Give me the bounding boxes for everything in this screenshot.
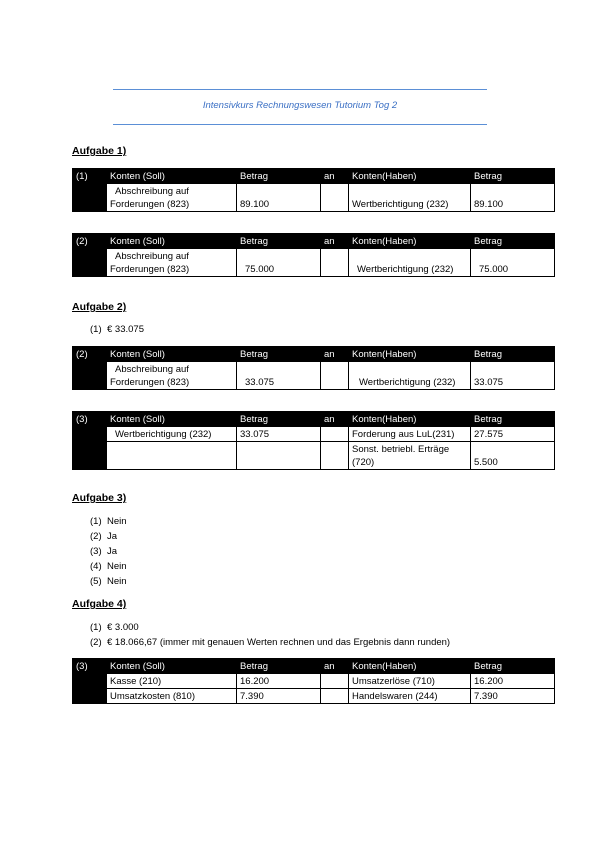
col-betrag: Betrag (237, 412, 321, 427)
answer-list-a4 (90, 620, 450, 650)
booking-table-2 (72, 233, 555, 277)
cell-an (321, 674, 349, 689)
col-konten-soll: Konten (Soll) (107, 234, 237, 249)
col-konten-soll: Konten (Soll) (107, 659, 237, 674)
list-item: (1) € 33.075 (90, 324, 144, 335)
cell-betrag-2: 33.075 (471, 362, 555, 390)
col-konten-soll: Konten (Soll) (107, 412, 237, 427)
header-rule-top (113, 89, 487, 90)
table-row (73, 184, 555, 212)
answer-list-a2 (90, 322, 144, 337)
col-an: an (321, 347, 349, 362)
booking-table-3 (72, 346, 555, 390)
col-konten-haben: Konten(Haben) (349, 659, 471, 674)
entry-label: (3) (73, 412, 107, 427)
header-rule-bottom (113, 124, 487, 125)
list-item: (2) € 18.066,67 (immer mit genauen Werten rechnen und das Ergebnis dann runden) (90, 637, 451, 648)
entry-label: (2) (73, 234, 107, 249)
table-header-row (73, 169, 555, 184)
cell-haben: Umsatzerlöse (710) (349, 674, 471, 689)
col-konten-haben: Konten(Haben) (349, 412, 471, 427)
col-konten-soll: Konten (Soll) (107, 347, 237, 362)
col-konten-soll: Konten (Soll) (107, 169, 237, 184)
col-an: an (321, 169, 349, 184)
table-header-row (73, 659, 555, 674)
row-marker (73, 427, 107, 442)
table-row (73, 249, 555, 277)
entry-label: (1) (73, 169, 107, 184)
cell-haben: Wertberichtigung (232) (349, 249, 471, 277)
cell-betrag-2: 27.575 (471, 427, 555, 442)
cell-haben: Wertberichtigung (232) (349, 362, 471, 390)
heading-aufgabe-4: Aufgabe 4) (72, 598, 127, 610)
cell-betrag: 89.100 (237, 184, 321, 212)
heading-aufgabe-2: Aufgabe 2) (72, 301, 127, 313)
cell-an (321, 442, 349, 470)
cell-betrag-2: 89.100 (471, 184, 555, 212)
cell-betrag-2: 75.000 (471, 249, 555, 277)
cell-betrag-2: 5.500 (471, 442, 555, 470)
cell-betrag: 7.390 (237, 689, 321, 704)
row-marker (73, 184, 107, 212)
cell-betrag: 16.200 (237, 674, 321, 689)
booking-table-1 (72, 168, 555, 212)
col-betrag: Betrag (237, 347, 321, 362)
cell-soll: Abschreibung auf Forderungen (823) (107, 184, 237, 212)
table-header-row (73, 412, 555, 427)
entry-label: (3) (73, 659, 107, 674)
col-betrag-2: Betrag (471, 347, 555, 362)
col-konten-haben: Konten(Haben) (349, 234, 471, 249)
cell-haben: Wertberichtigung (232) (349, 184, 471, 212)
col-betrag-2: Betrag (471, 659, 555, 674)
list-item: (2) Ja (90, 531, 118, 542)
col-betrag: Betrag (237, 169, 321, 184)
cell-soll (107, 442, 237, 470)
answer-list-a3 (90, 514, 127, 589)
table-header-row (73, 234, 555, 249)
col-an: an (321, 234, 349, 249)
col-konten-haben: Konten(Haben) (349, 347, 471, 362)
col-konten-haben: Konten(Haben) (349, 169, 471, 184)
col-betrag: Betrag (237, 659, 321, 674)
table-row (73, 427, 555, 442)
cell-an (321, 362, 349, 390)
list-item: (3) Ja (90, 546, 118, 557)
heading-aufgabe-1: Aufgabe 1) (72, 145, 127, 157)
table-row (73, 689, 555, 704)
cell-haben: Sonst. betriebl. Erträge (720) (349, 442, 471, 470)
col-betrag-2: Betrag (471, 412, 555, 427)
cell-soll: Abschreibung auf Forderungen (823) (107, 362, 237, 390)
col-betrag-2: Betrag (471, 234, 555, 249)
table-header-row (73, 347, 555, 362)
booking-table-4 (72, 411, 555, 470)
col-betrag: Betrag (237, 234, 321, 249)
col-an: an (321, 659, 349, 674)
list-item: (5) Nein (90, 576, 127, 587)
heading-aufgabe-3: Aufgabe 3) (72, 492, 127, 504)
cell-betrag: 33.075 (237, 427, 321, 442)
list-item: (1) € 3.000 (90, 622, 139, 633)
cell-betrag-2: 16.200 (471, 674, 555, 689)
cell-betrag: 75.000 (237, 249, 321, 277)
cell-an (321, 249, 349, 277)
list-item: (4) Nein (90, 561, 127, 572)
cell-haben: Handelswaren (244) (349, 689, 471, 704)
cell-soll: Wertberichtigung (232) (107, 427, 237, 442)
table-row (73, 442, 555, 470)
cell-haben: Forderung aus LuL(231) (349, 427, 471, 442)
list-item: (1) Nein (90, 516, 127, 527)
document-title: Intensivkurs Rechnungswesen Tutorium Tog 2 (202, 100, 398, 111)
cell-an (321, 184, 349, 212)
booking-table-5 (72, 658, 555, 704)
cell-betrag (237, 442, 321, 470)
cell-betrag: 33.075 (237, 362, 321, 390)
table-row (73, 674, 555, 689)
cell-an (321, 427, 349, 442)
entry-label: (2) (73, 347, 107, 362)
row-marker (73, 249, 107, 277)
col-betrag-2: Betrag (471, 169, 555, 184)
cell-betrag-2: 7.390 (471, 689, 555, 704)
col-an: an (321, 412, 349, 427)
cell-an (321, 689, 349, 704)
cell-soll: Kasse (210) (107, 674, 237, 689)
row-marker (73, 442, 107, 470)
cell-soll: Abschreibung auf Forderungen (823) (107, 249, 237, 277)
row-marker (73, 689, 107, 704)
row-marker (73, 674, 107, 689)
row-marker (73, 362, 107, 390)
table-row (73, 362, 555, 390)
cell-soll: Umsatzkosten (810) (107, 689, 237, 704)
